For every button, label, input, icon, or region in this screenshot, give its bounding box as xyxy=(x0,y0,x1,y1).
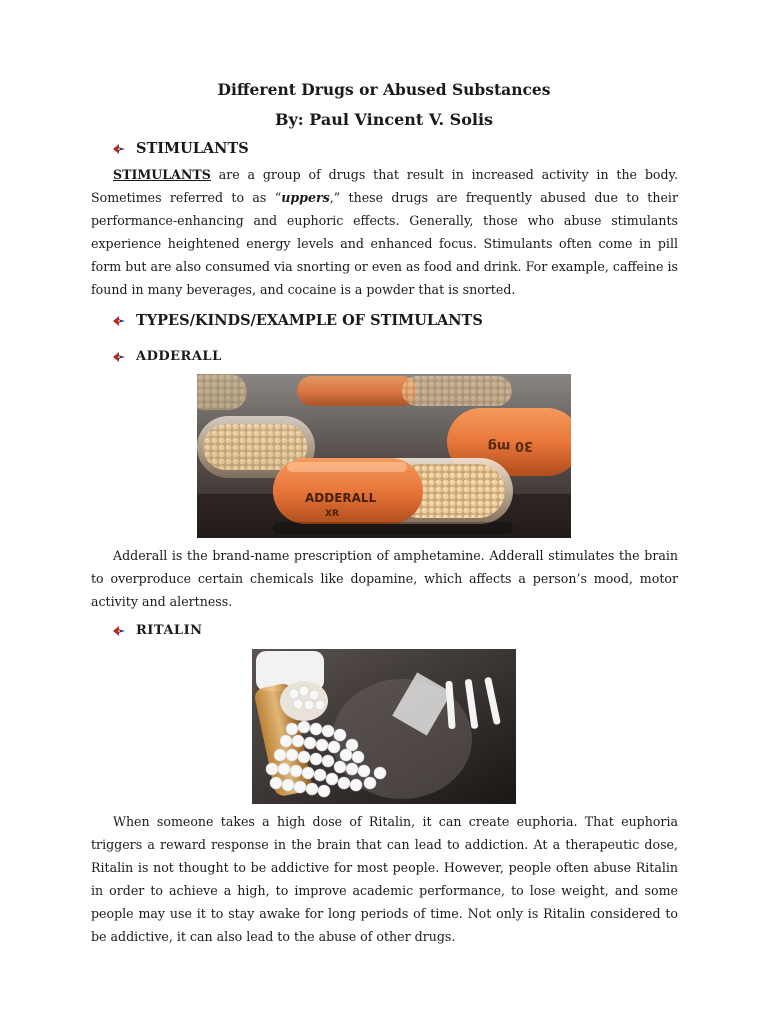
paragraph-text: are a group of drugs that result in increased activity in the body. Sometimes referred to as “ xyxy=(91,167,678,205)
heading-label: STIMULANTS xyxy=(136,140,249,157)
capsule-dose-text: 30 mg xyxy=(487,438,533,453)
paragraph-text: ,” these drugs are frequently abused due to their performance-enhancing and euphoric effects. Generally, those who abuse stimulants experience heightened energy levels and enhanced focus. Stimulants often come in pill form but are also consumed via snorting or even as food and drink. For example, caffeine is found in many beverages, and cocaine is a powder that is snorted. xyxy=(91,190,678,297)
heading-label: TYPES/KINDS/EXAMPLE OF STIMULANTS xyxy=(136,312,483,329)
capsule-sub-text: XR xyxy=(325,509,339,519)
bullet-icon xyxy=(112,625,126,637)
bullet-icon xyxy=(112,351,126,363)
adderall-paragraph: Adderall is the brand-name prescription of amphetamine. Adderall stimulates the brain to overproduce certain chemicals like dopamine, which affects a person’s mood, motor activity and alertness. xyxy=(91,548,678,609)
heading-label: RITALIN xyxy=(136,623,203,638)
ritalin-paragraph: When someone takes a high dose of Ritalin, it can create euphoria. That euphoria triggers a reward response in the brain that can lead to addiction. At a therapeutic dose, Ritalin is not thought to be addictive for most people. However, people often abuse Ritalin in order to achieve a high, to improve academic performance, to lose weight, and some people may use it to stay awake for long periods of time. Not only is Ritalin considered to be addictive, it can also lead to the abuse of other drugs. xyxy=(91,814,678,944)
heading-label: ADDERALL xyxy=(136,349,222,364)
bullet-icon xyxy=(112,143,126,155)
section-heading-stimulants xyxy=(112,140,249,157)
document-title: Different Drugs or Abused Substances xyxy=(217,80,551,99)
adderall-capsules-image xyxy=(197,374,571,538)
section-heading-adderall xyxy=(112,349,222,364)
capsule-brand-text: ADDERALL xyxy=(305,491,377,505)
stimulants-paragraph xyxy=(91,163,678,301)
document-author: By: Paul Vincent V. Solis xyxy=(274,110,494,129)
ritalin-pills-image xyxy=(252,649,516,804)
bullet-icon xyxy=(112,315,126,327)
term-stimulants: STIMULANTS xyxy=(113,167,211,182)
section-heading-ritalin xyxy=(112,623,203,638)
term-uppers: uppers xyxy=(281,190,330,205)
section-heading-types xyxy=(112,312,483,329)
